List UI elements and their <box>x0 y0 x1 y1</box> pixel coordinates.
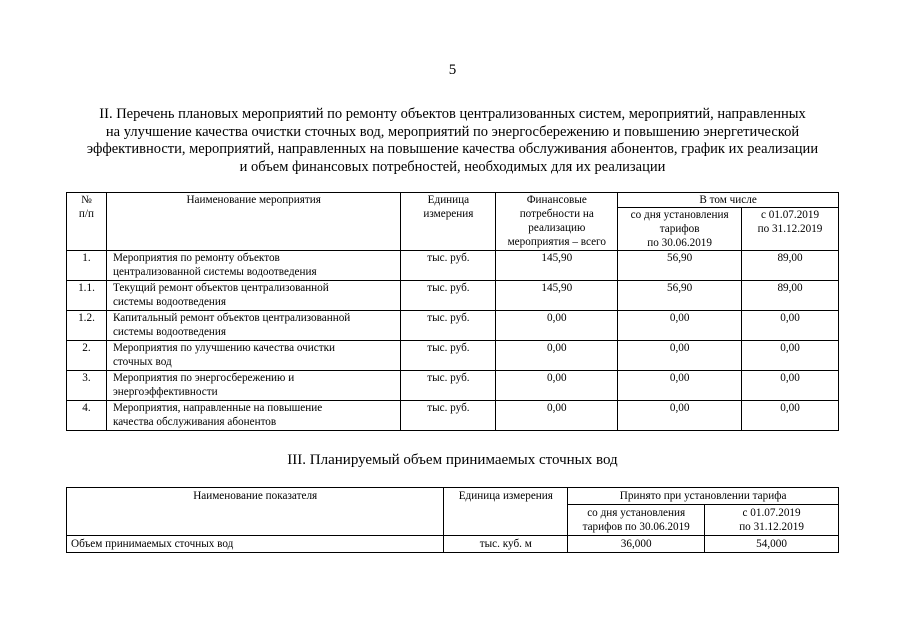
row-period-1: 0,00 <box>618 371 742 401</box>
row-unit: тыс. руб. <box>401 371 496 401</box>
row-period-2: 54,000 <box>705 536 839 553</box>
row-name-line: системы водоотведения <box>112 326 227 338</box>
header-num-line: п/п <box>78 208 95 220</box>
row-period-1: 56,90 <box>618 281 742 311</box>
row-name-line: Мероприятия по энергосбережению и <box>112 372 295 384</box>
table-row <box>67 401 839 431</box>
section-2-title-line: эффективности, мероприятий, направленных на повышение качества обслуживания абонентов, график их реализации <box>86 141 819 157</box>
row-total: 145,90 <box>496 281 618 311</box>
row-name-line: Мероприятия, направленные на повышение <box>112 402 323 414</box>
row-total: 0,00 <box>496 371 618 401</box>
header-period-line: со дня установления <box>587 507 686 519</box>
table-row <box>67 311 839 341</box>
row-name-line: Мероприятия по ремонту объектов <box>112 252 280 264</box>
measures-table <box>66 192 839 431</box>
header-period-line: со дня установления <box>630 209 729 221</box>
row-unit: тыс. руб. <box>401 281 496 311</box>
row-num: 2. <box>67 341 107 371</box>
table-row <box>67 251 839 281</box>
header-including: В том числе <box>618 193 839 208</box>
table-row <box>67 281 839 311</box>
header-unit <box>401 193 496 251</box>
row-name <box>106 371 401 401</box>
row-name <box>106 251 401 281</box>
header-unit-line: измерения <box>423 208 474 220</box>
row-num: 1. <box>67 251 107 281</box>
row-total: 0,00 <box>496 341 618 371</box>
row-unit: тыс. куб. м <box>444 536 568 553</box>
table-header-row <box>67 193 839 208</box>
row-name <box>106 281 401 311</box>
row-unit: тыс. руб. <box>401 251 496 281</box>
header-indicator-name: Наименование показателя <box>67 488 444 536</box>
section-2-title-line: и объем финансовых потребностей, необходимых для их реализации <box>239 158 666 175</box>
table-row <box>67 371 839 401</box>
row-period-1: 0,00 <box>618 341 742 371</box>
row-num: 1.1. <box>67 281 107 311</box>
row-period-2: 0,00 <box>742 341 839 371</box>
row-total: 145,90 <box>496 251 618 281</box>
row-period-1: 36,000 <box>568 536 705 553</box>
row-name-line: энергоэффективности <box>112 386 218 398</box>
header-period-line: с 01.07.2019 <box>742 507 801 519</box>
header-period-line: по 31.12.2019 <box>757 223 823 235</box>
header-period-line: тарифов <box>659 223 700 235</box>
header-name: Наименование мероприятия <box>106 193 401 251</box>
table-header-row <box>67 488 839 505</box>
header-finance <box>496 193 618 251</box>
row-unit: тыс. руб. <box>401 311 496 341</box>
header-accepted: Принято при установлении тарифа <box>568 488 839 505</box>
header-num <box>67 193 107 251</box>
header-num-line: № <box>81 194 92 206</box>
row-period-1: 0,00 <box>618 401 742 431</box>
table-row <box>67 536 839 553</box>
header-period-2 <box>742 208 839 251</box>
header-period-line: по 30.06.2019 <box>647 237 712 249</box>
section-3-title: III. Планируемый объем принимаемых сточных вод <box>287 452 618 468</box>
header-finance-line: Финансовые <box>526 194 587 206</box>
row-period-2: 0,00 <box>742 371 839 401</box>
row-name-line: централизованной системы водоотведения <box>112 266 317 278</box>
header-finance-line: потребности на <box>519 208 594 220</box>
row-name-line: качества обслуживания абонентов <box>112 416 277 428</box>
row-unit: тыс. руб. <box>401 401 496 431</box>
row-name <box>106 401 401 431</box>
header-period-line: по 31.12.2019 <box>739 521 804 533</box>
row-num: 3. <box>67 371 107 401</box>
header-unit-line: Единица <box>427 194 470 206</box>
section-2-title-line: II. Перечень плановых мероприятий по ремонту объектов централизованных систем, мероприятий, направленных <box>99 106 806 122</box>
row-period-2: 89,00 <box>742 251 839 281</box>
table-row <box>67 341 839 371</box>
row-name: Объем принимаемых сточных вод <box>67 536 444 553</box>
header-unit: Единица измерения <box>444 488 568 536</box>
header-period-1 <box>568 505 705 536</box>
row-num: 4. <box>67 401 107 431</box>
header-period-1 <box>618 208 742 251</box>
header-period-2 <box>705 505 839 536</box>
row-name-line: системы водоотведения <box>112 296 227 308</box>
row-unit: тыс. руб. <box>401 341 496 371</box>
row-name <box>106 311 401 341</box>
header-period-line: с 01.07.2019 <box>760 209 820 221</box>
row-period-1: 56,90 <box>618 251 742 281</box>
row-period-2: 0,00 <box>742 311 839 341</box>
row-num: 1.2. <box>67 311 107 341</box>
row-period-2: 0,00 <box>742 401 839 431</box>
header-period-line: тарифов по 30.06.2019 <box>582 521 690 533</box>
wastewater-volume-table <box>66 487 839 553</box>
row-period-1: 0,00 <box>618 311 742 341</box>
row-name-line: сточных вод <box>112 356 172 368</box>
row-name-line: Мероприятия по улучшению качества очистки <box>112 342 336 354</box>
row-total: 0,00 <box>496 401 618 431</box>
header-finance-line: реализацию <box>528 222 586 234</box>
row-name <box>106 341 401 371</box>
row-name-line: Капитальный ремонт объектов централизованной <box>112 312 351 324</box>
section-2-title-line: на улучшение качества очистки сточных вод, мероприятий по энергосбережению и повышению энергетической <box>105 123 800 140</box>
page-number: 5 <box>448 62 457 78</box>
section-2-title <box>40 106 865 176</box>
row-name-line: Текущий ремонт объектов централизованной <box>112 282 329 294</box>
row-total: 0,00 <box>496 311 618 341</box>
header-finance-line: мероприятия – всего <box>507 236 606 248</box>
row-period-2: 89,00 <box>742 281 839 311</box>
